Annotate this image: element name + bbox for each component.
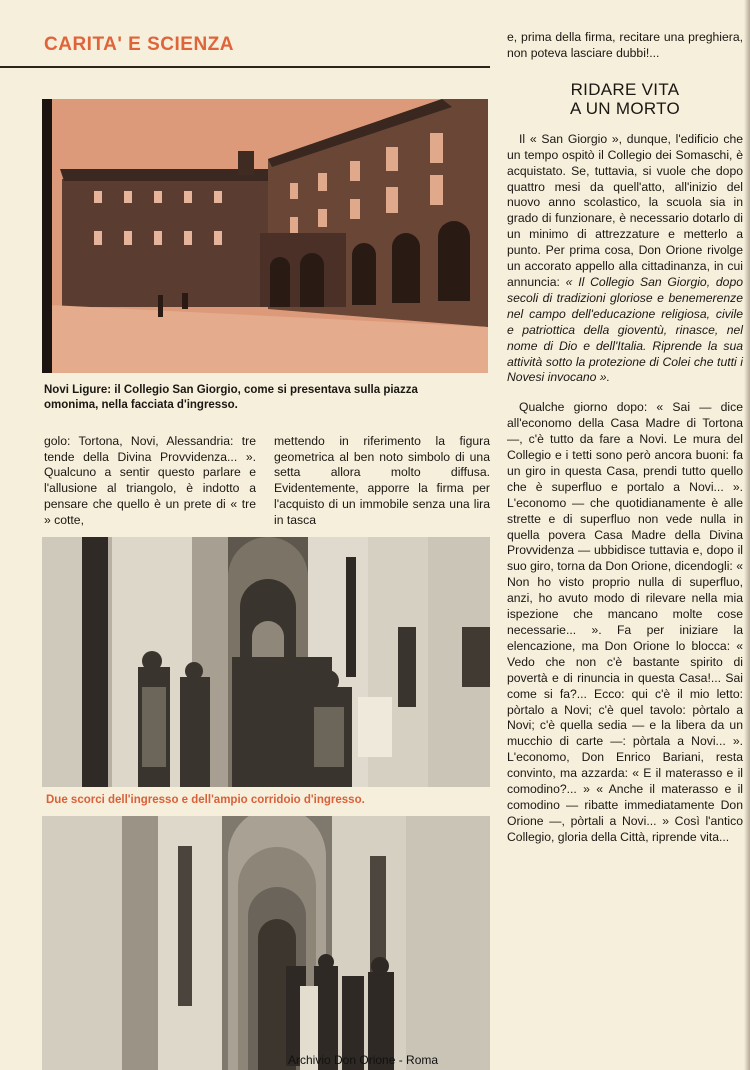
photo1-caption: Novi Ligure: il Collegio San Giorgio, come si presentava sulla piazza omonima, nella facciata d'ingresso. xyxy=(44,384,418,411)
right-text-column xyxy=(507,30,743,846)
right-paragraph-2: Qualche giorno dopo: « Sai — dice all'economo della Casa Madre di Tortona —, c'è tutto da fare a Novi. Le mura del Collegio e i tetti sono però ancora buoni: fa un giro in questa Casa, prendi tutto quello che è superfluo e portalo a Novi... ». L'economo — che quotidianamente è alle strette e di superfluo non vede nulla in quella povera Casa Madre della Divina Provvidenza — ubbidisce tuttavia e, dopo il suo giro, torna da Don Orione, dicendogli: « Non ho visto proprio nulla di superfluo, anzi, ho avuto modo di rilevare nella mia ispezione che mancano molte cose necessarie... ». Fa per iniziare la elencazione, ma Don Orione lo blocca: « Vedo che non c'è bastante spirito di povertà e di rinuncia in questa Casa!... Sai come si fa?... Ecco: qui c'è il mio letto: pòrtalo a Novi; c'è quel tavolo: pòrtalo a Novi; c'è quella sedia — e la libera da un mucchio di carte —: pòrtala a Novi... ». L'economo, Don Enrico Bariani, resta convinto, ma azzarda: « E il materasso e il comodino?... » « Anche il materasso e il comodino — ribatte immediatamente Don Orione —, pòrtali a Novi... » Così l'antico Collegio, gloria della Città, riprende vita... xyxy=(507,400,743,844)
section-title: CARITA' E SCIENZA xyxy=(44,34,235,55)
paragraph-1-text: Il « San Giorgio », dunque, l'edificio che un tempo ospitò il Collegio dei Somaschi, è acquistato. Se, tuttavia, si vuole che dopo quattro mesi da quell'atto, all'inizio del nuovo anno scolastico, la scuola sia in grado di funzionare, è necessario dotarlo di un minimo di attrezzature e metterlo a punto. Per prima cosa, Don Orione rivolge un accorato appello alla cittadinanza, in cui annuncia: xyxy=(507,131,743,289)
photo-collegio-facade xyxy=(42,99,488,373)
archive-watermark: Archivio Don Orione - Roma xyxy=(288,1053,439,1067)
subheading xyxy=(507,80,743,118)
title-rule xyxy=(0,66,490,68)
left-body-column-2: mettendo in riferimento la figura geometrica al ben noto simbolo di una setta allora molto diffusa. Evidentemente, apporre la firma per l'acquisto di un immobile senza una lira in tasca xyxy=(274,434,490,527)
appeal-quote: « Il Collegio San Giorgio, dopo secoli di tradizioni gloriose e benemerenze nel campo dell'educazione religiosa, civile e patriottica della gioventù, rinasce, nel nome di Dio e dell'Italia. Riprende la sua attività sotto la protezione di Colei che tutti i Novesi invocano ». xyxy=(507,274,743,385)
photo-entrance-hall xyxy=(42,537,490,787)
right-paragraph-1 xyxy=(507,132,743,387)
left-body-column-1: golo: Tortona, Novi, Alessandria: tre tende della Divina Provvidenza... ». Qualcuno a sentir questo parlare e l'allusione al triangolo, è indotto a pensare che quello è un prete di « tre » cotte, xyxy=(44,434,256,527)
right-intro-paragraph: e, prima della firma, recitare una preghiera, non poteva lasciare dubbi!... xyxy=(507,30,743,60)
page-edge-shadow xyxy=(744,0,750,1070)
subheading-line-2: A UN MORTO xyxy=(569,98,681,118)
photo-corridor xyxy=(42,816,490,1070)
subheading-line-1: RIDARE VITA xyxy=(570,79,680,99)
photo2-caption: Due scorci dell'ingresso e dell'ampio corridoio d'ingresso. xyxy=(46,794,365,806)
